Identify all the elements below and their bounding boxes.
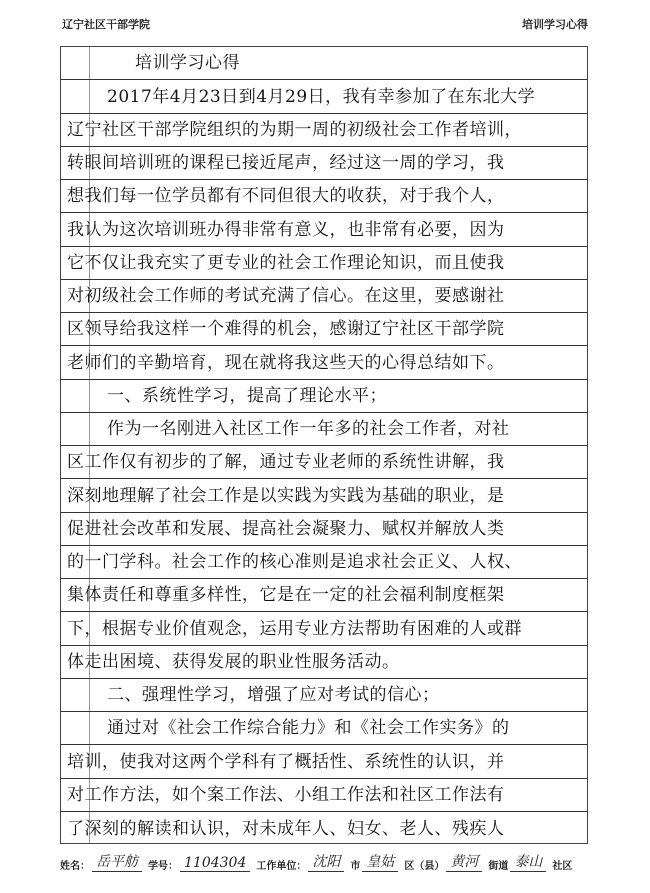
text-line (61, 180, 587, 213)
text-line (61, 280, 587, 313)
title-line (61, 47, 587, 80)
line-text: 下，根据专业价值观念，运用专业方法帮助有困难的人或群 (67, 618, 522, 639)
line-text: 集体责任和尊重多样性，它是在一定的社会福利制度框架 (67, 585, 505, 606)
name-label: 姓名： (60, 861, 90, 872)
header-doc-type: 培训学习心得 (522, 18, 588, 31)
city-label: 市 (350, 861, 361, 872)
header-institution: 辽宁社区干部学院 (62, 18, 150, 31)
line-text: 我认为这次培训班办得非常有意义，也非常有必要，因为 (67, 219, 505, 240)
text-line (61, 114, 587, 147)
line-text: 通过对《社会工作综合能力》和《社会工作实务》的 (107, 718, 510, 739)
text-line (61, 579, 587, 612)
text-line (61, 745, 587, 778)
line-text: 深刻地理解了社会工作是以实践为实践为基础的职业，是 (67, 485, 505, 506)
community-value: 泰山 (510, 851, 546, 872)
id-value: 1104304 (180, 855, 250, 872)
section-heading: 一、系统性学习，提高了理论水平； (107, 385, 387, 406)
line-text: 对初级社会工作师的考试充满了信心。在这里，要感谢社 (67, 286, 505, 306)
writing-sheet (60, 46, 588, 844)
line-text: 培训，使我对这两个学科有了概括性、系统性的认识，并 (67, 751, 505, 772)
text-line (61, 779, 587, 812)
section-heading: 二、强理性学习，增强了应对考试的信心； (107, 685, 440, 705)
text-line (61, 479, 587, 512)
text-line (61, 513, 587, 546)
line-text: 区领导给我这样一个难得的机会，感谢辽宁社区干部学院 (67, 319, 505, 340)
line-text: 2017年4月23日到4月29日，我有幸参加了在东北大学 (107, 86, 536, 107)
line-text: 促进社会改革和发展、提高社会凝聚力、赋权并解放人类 (67, 518, 505, 539)
line-text: 了深刻的解读和认识，对未成年人、妇女、老人、残疾人 (67, 819, 505, 839)
text-line (61, 712, 587, 745)
line-text: 体走出困境、获得发展的职业性服务活动。 (67, 651, 400, 672)
district-value: 皇姑 (362, 851, 398, 872)
line-text: 对工作方法，如个案工作法、小组工作法和社区工作法有 (67, 784, 505, 805)
line-text: 作为一名刚进入社区工作一年多的社会工作者，对社 (107, 419, 510, 439)
student-info-footer (60, 848, 600, 872)
text-line (61, 612, 587, 645)
text-line (61, 313, 587, 346)
text-line (61, 546, 587, 579)
text-line (61, 247, 587, 280)
text-line (61, 346, 587, 379)
text-line (61, 446, 587, 479)
street-value: 黄河 (446, 851, 482, 872)
community-label: 社区 (552, 861, 573, 872)
district-label: 区（县） (404, 861, 445, 872)
line-text: 转眼间培训班的课程已接近尾声，经过这一周的学习，我 (67, 153, 505, 173)
city-value: 沈阳 (308, 851, 344, 872)
line-text: 的一门学科。社会工作的核心准则是追求社会正义、人权、 (67, 552, 522, 572)
unit-label: 工作单位： (256, 861, 307, 872)
line-text: 老师们的辛勤培育，现在就将我这些天的心得总结如下。 (67, 352, 505, 373)
id-label: 学号： (148, 861, 178, 872)
text-line (61, 679, 587, 712)
text-line (61, 646, 587, 679)
text-line (61, 413, 587, 446)
line-text: 想我们每一位学员都有不同但很大的收获，对于我个人， (67, 186, 505, 207)
line-text: 它不仅让我充实了更专业的社会工作理论知识，而且使我 (67, 252, 505, 273)
text-line (61, 380, 587, 413)
page-header (62, 14, 588, 34)
text-line (61, 812, 587, 845)
line-text: 区工作仅有初步的了解，通过专业老师的系统性讲解，我 (67, 452, 505, 473)
essay-title: 培训学习心得 (135, 53, 240, 74)
text-line (61, 147, 587, 180)
text-line (61, 213, 587, 246)
street-label: 街道 (488, 861, 509, 872)
name-value: 岳平舫 (92, 851, 142, 872)
line-text: 辽宁社区干部学院组织的为期一周的初级社会工作者培训， (67, 119, 522, 140)
text-line (61, 80, 587, 113)
